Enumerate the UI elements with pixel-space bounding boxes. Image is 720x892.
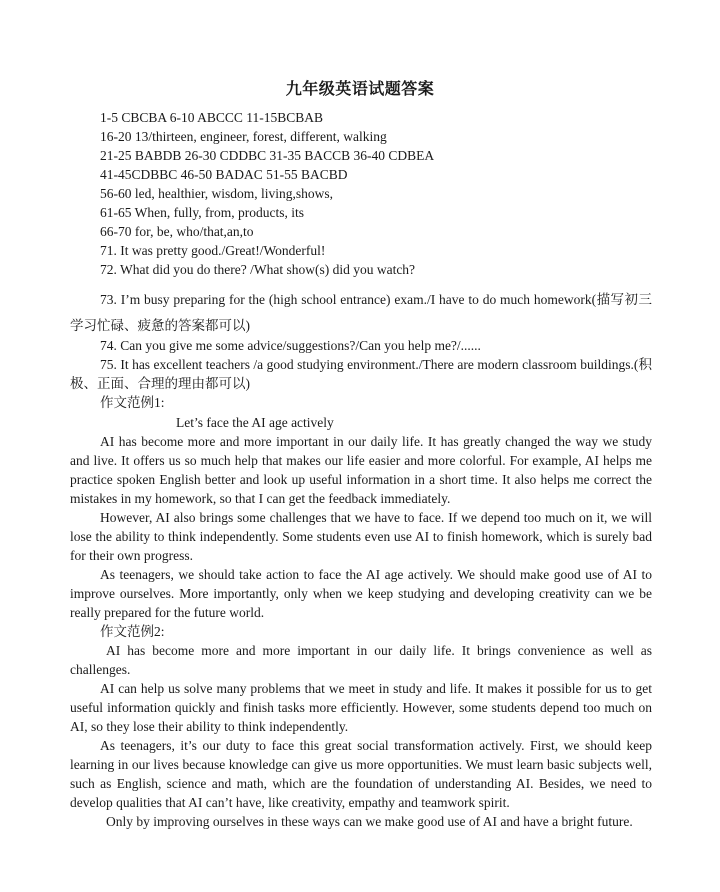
answer-line: 61-65 When, fully, from, products, its bbox=[100, 205, 304, 220]
answer-line: 1-5 CBCBA 6-10 ABCCC 11-15BCBAB bbox=[100, 110, 324, 125]
essay-1-paragraph: AI has become more and more important in our daily life. It has greatly changed the way we study and live. It offers us so much help that makes our life easier and more colorful. For example, AI helps me practice spoken English better and look up useful information in a short time. It also helps me correct the mistakes in my homework, so that I can get the feedback immediately. bbox=[70, 434, 652, 506]
essay-1-heading: 作文范例1: bbox=[100, 395, 165, 410]
essay-2-paragraph: Only by improving ourselves in these ways can we make good use of AI and have a bright future. bbox=[106, 814, 633, 829]
answer-74: 74. Can you give me some advice/suggestions?/Can you help me?/...... bbox=[100, 338, 481, 353]
answer-75: 75. It has excellent teachers /a good studying environment./There are modern classroom buildings.(积极、正面、合理的理由都可以) bbox=[70, 357, 652, 391]
answer-line: 56-60 led, healthier, wisdom, living,shows, bbox=[100, 186, 334, 201]
answer-line: 16-20 13/thirteen, engineer, forest, different, walking bbox=[100, 129, 387, 144]
answer-line: 72. What did you do there? /What show(s) did you watch? bbox=[100, 262, 416, 277]
answer-key-list bbox=[100, 108, 660, 279]
page-title: 九年级英语试题答案 bbox=[285, 79, 435, 98]
essay-2-body bbox=[70, 641, 652, 831]
essay-1-paragraph: However, AI also brings some challenges that we have to face. If we depend too much on it, we will lose the ability to think independently. Some students even use AI to finish homework, which is surely bad for their own progress. bbox=[70, 510, 652, 563]
essay-2-heading: 作文范例2: bbox=[100, 624, 165, 639]
answer-line: 21-25 BABDB 26-30 CDDBC 31-35 BACCB 36-40 CDBEA bbox=[100, 148, 435, 163]
answer-line: 71. It was pretty good./Great!/Wonderful! bbox=[100, 243, 326, 258]
essay-2-paragraph: AI has become more and more important in our daily life. It brings convenience as well as challenges. bbox=[70, 643, 652, 677]
essay-1-body bbox=[70, 432, 652, 622]
essay-1-title: Let’s face the AI age actively bbox=[176, 415, 334, 430]
answer-line: 66-70 for, be, who/that,an,to bbox=[100, 224, 254, 239]
essay-2-paragraph: As teenagers, it’s our duty to face this great social transformation actively. First, we should keep learning in our lives because knowledge can give us more opportunities. We must learn basic subjects well, such as English, science and math, which are the foundation of understanding AI. Besides, we need to develop qualities that AI can’t have, like creativity, empathy and teamwork spirit. bbox=[70, 738, 652, 810]
essay-2-paragraph: AI can help us solve many problems that we meet in study and life. It makes it possible for us to get useful information quickly and finish tasks more efficiently. However, some students depend too much on AI, so they lose their ability to think independently. bbox=[70, 681, 652, 734]
answer-line: 41-45CDBBC 46-50 BADAC 51-55 BACBD bbox=[100, 167, 348, 182]
essay-1-paragraph: As teenagers, we should take action to face the AI age actively. We should make good use of AI to improve ourselves. More importantly, only when we keep studying and developing creativity can we be really prepared for the future world. bbox=[70, 567, 652, 620]
answer-73: 73. I’m busy preparing for the (high school entrance) exam./I have to do much homework(描写初三学习忙碌、疲惫的答案都可以) bbox=[70, 292, 652, 333]
